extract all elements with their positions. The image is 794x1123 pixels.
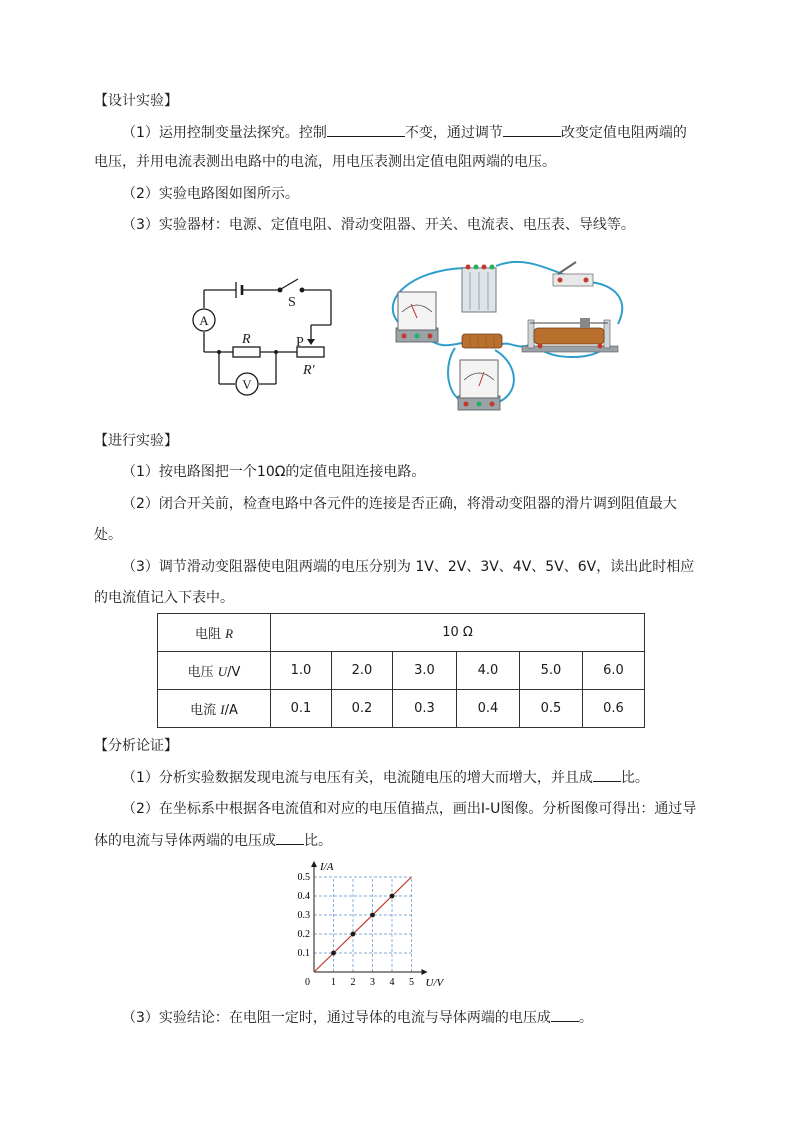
analysis-p2-c: 比。 bbox=[304, 833, 332, 849]
current-cell: 0.5 bbox=[520, 690, 583, 728]
x-tick-label: 1 bbox=[331, 977, 336, 988]
circuit-diagram bbox=[180, 262, 350, 412]
apparatus-illustration bbox=[380, 250, 630, 420]
analysis-p3-b: 。 bbox=[578, 1010, 593, 1026]
voltage-symbol: U bbox=[217, 664, 228, 679]
data-point bbox=[370, 913, 375, 918]
procedure-p2: （2）闭合开关前，检查电路中各元件的连接是否正确，将滑动变阻器的滑片调到阻值最大 bbox=[122, 496, 677, 512]
rheostat-label: R′ bbox=[303, 363, 315, 378]
current-unit: /A bbox=[224, 703, 238, 718]
x-tick-label: 4 bbox=[389, 977, 395, 988]
analysis-p2: （2）在坐标系中根据各电流值和对应的电压值描点，画出I-U图像。分析图像可得出：通过导 bbox=[122, 801, 697, 817]
procedure-p3-cont: 的电流值记入下表中。 bbox=[94, 590, 234, 606]
voltmeter-device bbox=[458, 360, 500, 410]
resistor-device bbox=[462, 334, 502, 348]
analysis-p1-a: （1）分析实验数据发现电流与电压有关，电流随电压的增大而增大，并且成 bbox=[122, 770, 593, 786]
resistance-value: 10 Ω bbox=[271, 614, 645, 652]
current-label: 电流 bbox=[190, 703, 217, 718]
data-point bbox=[331, 951, 336, 956]
switch-device bbox=[553, 262, 593, 286]
blank-2[interactable] bbox=[503, 121, 561, 137]
origin-label: 0 bbox=[305, 977, 310, 988]
switch-label: S bbox=[288, 295, 296, 310]
y-tick-label: 0.5 bbox=[297, 872, 310, 883]
current-cell: 0.3 bbox=[393, 690, 457, 728]
design-p3: （3）实验器材：电源、定值电阻、滑动变阻器、开关、电流表、电压表、导线等。 bbox=[122, 217, 635, 233]
ammeter-device bbox=[396, 292, 438, 342]
current-symbol: I bbox=[220, 702, 225, 717]
x-tick-label: 3 bbox=[370, 977, 375, 988]
design-p1 bbox=[122, 121, 742, 144]
voltage-cell: 1.0 bbox=[271, 652, 332, 690]
battery-device bbox=[462, 265, 496, 313]
data-point bbox=[351, 932, 356, 937]
blank-4[interactable] bbox=[276, 829, 304, 845]
y-axis-arrow bbox=[311, 861, 317, 867]
x-axis-label: U/V bbox=[425, 977, 444, 989]
table-row-resistance bbox=[158, 614, 645, 652]
voltage-label: 电压 bbox=[187, 665, 214, 680]
voltage-cell: 5.0 bbox=[520, 652, 583, 690]
slider-label: P bbox=[296, 335, 304, 350]
blank-5[interactable] bbox=[551, 1006, 579, 1022]
data-point bbox=[390, 894, 395, 899]
data-table bbox=[157, 613, 645, 728]
resistance-symbol: R bbox=[225, 626, 234, 641]
current-cell: 0.2 bbox=[332, 690, 393, 728]
voltmeter-label: V bbox=[242, 377, 252, 392]
table-row-voltage bbox=[158, 652, 645, 690]
procedure-p1: （1）按电路图把一个10Ω的定值电阻连接电路。 bbox=[122, 464, 426, 480]
iu-chart bbox=[286, 858, 446, 992]
design-p1-c: 改变定值电阻两端的 bbox=[560, 125, 687, 141]
procedure-p2-cont: 处。 bbox=[94, 527, 122, 543]
voltage-cell: 6.0 bbox=[583, 652, 645, 690]
voltage-cell: 3.0 bbox=[393, 652, 457, 690]
x-axis-arrow bbox=[422, 969, 428, 975]
ammeter-label: A bbox=[199, 313, 209, 328]
x-tick-label: 2 bbox=[350, 977, 356, 988]
blank-1[interactable] bbox=[327, 121, 405, 137]
table-cell bbox=[158, 690, 271, 728]
design-p1-b: 不变，通过调节 bbox=[404, 125, 503, 141]
current-cell: 0.4 bbox=[457, 690, 520, 728]
blank-3[interactable] bbox=[593, 766, 621, 782]
analysis-p2-b: 体的电流与导体两端的电压成 bbox=[94, 833, 276, 849]
y-tick-label: 0.3 bbox=[297, 910, 310, 921]
y-tick-label: 0.4 bbox=[297, 891, 310, 902]
design-heading: 【设计实验】 bbox=[94, 93, 178, 109]
design-p2: （2）实验电路图如图所示。 bbox=[122, 186, 299, 202]
analysis-heading: 【分析论证】 bbox=[94, 738, 178, 754]
voltage-cell: 4.0 bbox=[457, 652, 520, 690]
current-cell: 0.1 bbox=[271, 690, 332, 728]
table-row-current bbox=[158, 690, 645, 728]
voltage-unit: /V bbox=[227, 665, 241, 680]
voltage-cell: 2.0 bbox=[332, 652, 393, 690]
resistor-label: R bbox=[242, 332, 251, 347]
analysis-p2-cont bbox=[94, 829, 714, 852]
y-tick-label: 0.2 bbox=[297, 929, 310, 940]
analysis-p1 bbox=[122, 766, 742, 789]
y-axis-label: I/A bbox=[320, 861, 334, 873]
design-p1-cont: 电压，并用电流表测出电路中的电流，用电压表测出定值电阻两端的电压。 bbox=[94, 154, 556, 170]
y-tick-label: 0.1 bbox=[297, 948, 310, 959]
design-p1-a: （1）运用控制变量法探究。控制 bbox=[122, 125, 327, 141]
table-cell bbox=[158, 652, 271, 690]
iu-line bbox=[314, 877, 412, 972]
x-tick-label: 5 bbox=[409, 977, 414, 988]
rheostat-device bbox=[522, 318, 618, 352]
analysis-p3-a: （3）实验结论：在电阻一定时，通过导体的电流与导体两端的电压成 bbox=[122, 1010, 551, 1026]
current-cell: 0.6 bbox=[583, 690, 645, 728]
resistance-label: 电阻 bbox=[194, 627, 221, 642]
analysis-p3 bbox=[122, 1006, 742, 1029]
procedure-p3: （3）调节滑动变阻器使电阻两端的电压分别为 1V、2V、3V、4V、5V、6V，读出此时相应 bbox=[122, 559, 695, 575]
table-cell bbox=[158, 614, 271, 652]
analysis-p1-b: 比。 bbox=[620, 770, 649, 786]
procedure-heading: 【进行实验】 bbox=[94, 433, 178, 449]
